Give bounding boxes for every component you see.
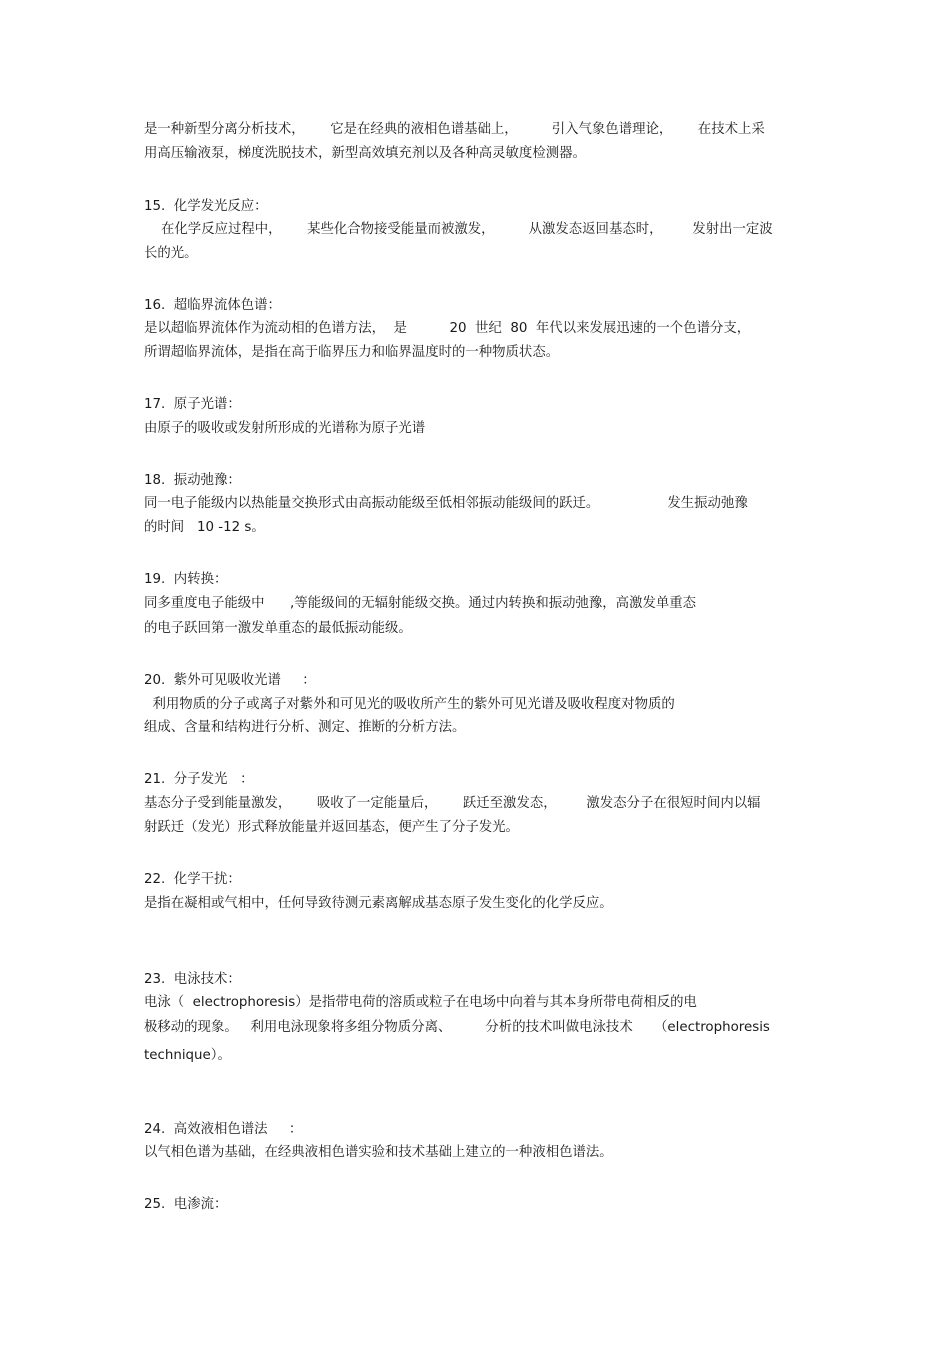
text-line: 是一种新型分离分析技术， 它是在经典的液相色谱基础上， 引入气象色谱理论， 在技术上采: [144, 122, 765, 137]
text-line: 同多重度电子能级中 ,等能级间的无辐射能级交换。通过内转换和振动弛豫，高激发单重态: [144, 596, 697, 611]
term-heading: 22. 化学干扰：: [144, 872, 241, 887]
text-line: 极移动的现象。 利用电泳现象将多组分物质分离、 分析的技术叫做电泳技术 （electrophoresis: [144, 1020, 770, 1035]
text-line: 由原子的吸收或发射所形成的光谱称为原子光谱: [144, 421, 426, 436]
text-line: 电泳（ electrophoresis）是指带电荷的溶质或粒子在电场中向着与其本身所带电荷相反的电: [144, 995, 697, 1010]
text-line: 利用物质的分子或离子对紫外和可见光的吸收所产生的紫外可见光谱及吸收程度对物质的: [144, 697, 675, 712]
term-heading: 24. 高效液相色谱法 ：: [144, 1122, 303, 1137]
term-heading: 19. 内转换：: [144, 572, 228, 587]
text-line: 同一电子能级内以热能量交换形式由高振动能级至低相邻振动能级间的跃迁。 发生振动弛豫: [144, 496, 748, 511]
text-line: 基态分子受到能量激发， 吸收了一定能量后， 跃迁至激发态， 激发态分子在很短时间内以辐: [144, 796, 761, 811]
text-line: 以气相色谱为基础，在经典液相色谱实验和技术基础上建立的一种液相色谱法。: [144, 1145, 613, 1160]
text-line: 的时间 10 -12 s。: [144, 520, 265, 535]
text-line: 在化学反应过程中， 某些化合物接受能量而被激发， 从激发态返回基态时， 发射出一定波: [144, 222, 773, 237]
text-line: 所谓超临界流体，是指在高于临界压力和临界温度时的一种物质状态。: [144, 345, 560, 360]
term-heading: 23. 电泳技术：: [144, 972, 241, 987]
text-line: 射跃迁（发光）形式释放能量并返回基态，便产生了分子发光。: [144, 820, 519, 835]
term-heading: 20. 紫外可见吸收光谱 ：: [144, 673, 316, 688]
text-line: 的电子跃回第一激发单重态的最低振动能级。: [144, 621, 412, 636]
term-heading: 15. 化学发光反应：: [144, 199, 268, 214]
text-line: technique）。: [144, 1048, 231, 1063]
term-heading: 18. 振动弛豫：: [144, 473, 241, 488]
text-line: 用高压输液泵，梯度洗脱技术，新型高效填充剂以及各种高灵敏度检测器。: [144, 146, 586, 161]
term-heading: 21. 分子发光 ：: [144, 772, 254, 787]
text-line: 组成、含量和结构进行分析、测定、推断的分析方法。: [144, 720, 466, 735]
text-line: 是指在凝相或气相中，任何导致待测元素离解成基态原子发生变化的化学反应。: [144, 896, 613, 911]
term-heading: 25. 电渗流：: [144, 1197, 228, 1212]
term-heading: 17. 原子光谱：: [144, 397, 241, 412]
text-line: 长的光。: [144, 246, 198, 261]
text-line: 是以超临界流体作为流动相的色谱方法， 是 20 世纪 80 年代以来发展迅速的一个色谱分支，: [144, 321, 751, 336]
term-heading: 16. 超临界流体色谱：: [144, 298, 281, 313]
